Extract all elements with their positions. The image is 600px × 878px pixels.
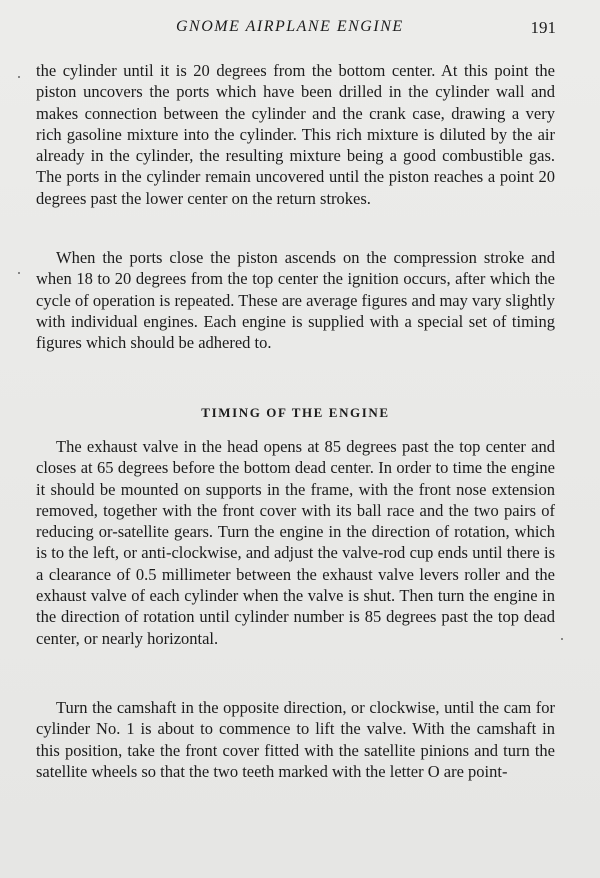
running-head (36, 18, 556, 46)
running-head-title: GNOME AIRPLANE ENGINE (176, 18, 404, 35)
paragraph-continuation: the cylinder until it is 20 degrees from the bottom center. At this point the piston uncovers the ports which have been drilled in the cylinder wall and makes connection between the cylinder and the crank case, drawing a very rich gasoline mixture into the cylinder. This rich mixture is diluted by the air already in the cylinder, the resulting mixture being a good combustible gas. The ports in the cylinder remain uncovered until the piston reaches a point 20 degrees past the lower center on the return strokes. (36, 61, 555, 208)
paragraph-camshaft: Turn the camshaft in the opposite direction, or clockwise, until the cam for cylinder No. 1 is about to commence to lift the valve. With the camshaft in this position, take the front cover fitted with the satellite pinions and turn the satellite wheels so that the two teeth marked with the letter O are point- (36, 698, 555, 781)
paragraph-compression-stroke: When the ports close the piston ascends on the compression stroke and when 18 to 20 degrees from the top center the ignition occurs, after which the cycle of operation is repeated. These are average figures and may vary slightly with individual engines. Each engine is supplied with a special set of timing figures which should be adhered to. (36, 248, 555, 353)
paper-speck (18, 272, 20, 274)
paper-speck (18, 76, 20, 78)
paper-speck (561, 638, 563, 640)
paragraph-exhaust-valve: The exhaust valve in the head opens at 85 degrees past the top center and closes at 65 degrees before the bottom dead center. In order to time the engine it should be mounted on supports in the frame, with the front nose extension removed, together with the front cover with its ball race and the two pairs of reducing or-satellite gears. Turn the engine in the direction of rotation, which is to the left, or anti-clockwise, and adjust the valve-rod cup ends until there is a clearance of 0.5 millimeter between the exhaust valve levers roller and the exhaust valve of each cylinder when the valve is shut. Then turn the engine in the direction of rotation until cylinder number is 85 degrees past the top dead center, or nearly horizontal. (36, 437, 555, 648)
section-heading: TIMING OF THE ENGINE (201, 405, 390, 420)
page-number: 191 (530, 18, 556, 37)
